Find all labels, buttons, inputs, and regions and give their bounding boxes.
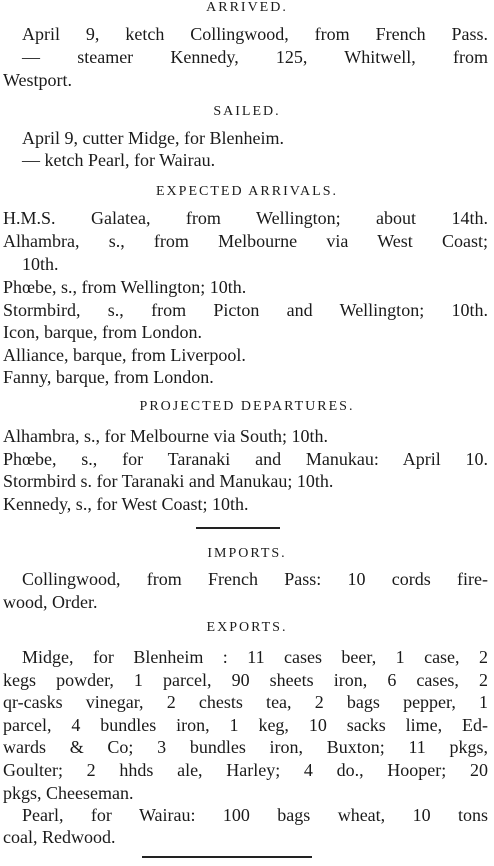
projected-departure-line: Phœbe, s., for Taranaki and Manukau: April 10. xyxy=(3,449,488,469)
exports-line: Midge, for Blenheim : 11 cases beer, 1 case, 2 xyxy=(22,647,488,667)
expected-arrival-line: Phœbe, s., from Wellington; 10th. xyxy=(3,277,247,297)
projected-departure-line: Alhambra, s., for Melbourne via South; 10th. xyxy=(3,426,328,446)
sailed-line: — ketch Pearl, for Wairau. xyxy=(22,150,216,170)
expected-arrival-line: Alliance, barque, from Liverpool. xyxy=(3,345,246,365)
exports-line: wards & Co; 3 bundles iron, Buxton; 11 pkgs, xyxy=(3,737,488,757)
section-divider xyxy=(196,527,280,529)
arrived-heading: ARRIVED. xyxy=(206,0,288,15)
arrived-line: — steamer Kennedy, 125, Whitwell, from xyxy=(22,47,488,67)
section-divider xyxy=(142,856,312,858)
exports-line: kegs powder, 1 parcel, 90 sheets iron, 6 cases, 2 xyxy=(3,670,488,690)
exports-heading: EXPORTS. xyxy=(206,620,288,635)
imports-heading: IMPORTS. xyxy=(207,546,287,561)
expected-arrival-line: Fanny, barque, from London. xyxy=(3,367,214,387)
imports-line: Collingwood, from French Pass: 10 cords fire- xyxy=(22,569,488,589)
expected-arrival-line: Alhambra, s., from Melbourne via West Coast; xyxy=(3,231,488,251)
imports-line: wood, Order. xyxy=(3,592,98,612)
projected-departure-line: Kennedy, s., for West Coast; 10th. xyxy=(3,494,249,514)
expected-arrival-line: Stormbird, s., from Picton and Wellington; 10th. xyxy=(3,300,488,320)
arrived-line: April 9, ketch Collingwood, from French Pass. xyxy=(22,24,488,44)
expected-arrival-line: 10th. xyxy=(22,254,59,274)
expected-arrival-line: Icon, barque, from London. xyxy=(3,322,202,342)
projected-departure-line: Stormbird s. for Taranaki and Manukau; 10th. xyxy=(3,471,334,491)
sailed-heading: SAILED. xyxy=(213,104,281,119)
sailed-line: April 9, cutter Midge, for Blenheim. xyxy=(22,128,284,148)
exports-line: qr-casks vinegar, 2 chests tea, 2 bags pepper, 1 xyxy=(3,692,488,712)
exports-line: parcel, 4 bundles iron, 1 keg, 10 sacks lime, Ed- xyxy=(3,715,488,735)
exports-line: Pearl, for Wairau: 100 bags wheat, 10 tons xyxy=(22,805,488,825)
exports-line: Goulter; 2 hhds ale, Harley; 4 do., Hooper; 20 xyxy=(3,760,488,780)
exports-line: coal, Redwood. xyxy=(3,827,116,847)
expected-arrivals-heading: EXPECTED ARRIVALS. xyxy=(156,184,338,199)
exports-line: pkgs, Cheeseman. xyxy=(3,783,134,803)
expected-arrival-line: H.M.S. Galatea, from Wellington; about 14th. xyxy=(3,208,488,228)
arrived-line: Westport. xyxy=(3,70,73,90)
projected-departures-heading: PROJECTED DEPARTURES. xyxy=(139,399,355,414)
